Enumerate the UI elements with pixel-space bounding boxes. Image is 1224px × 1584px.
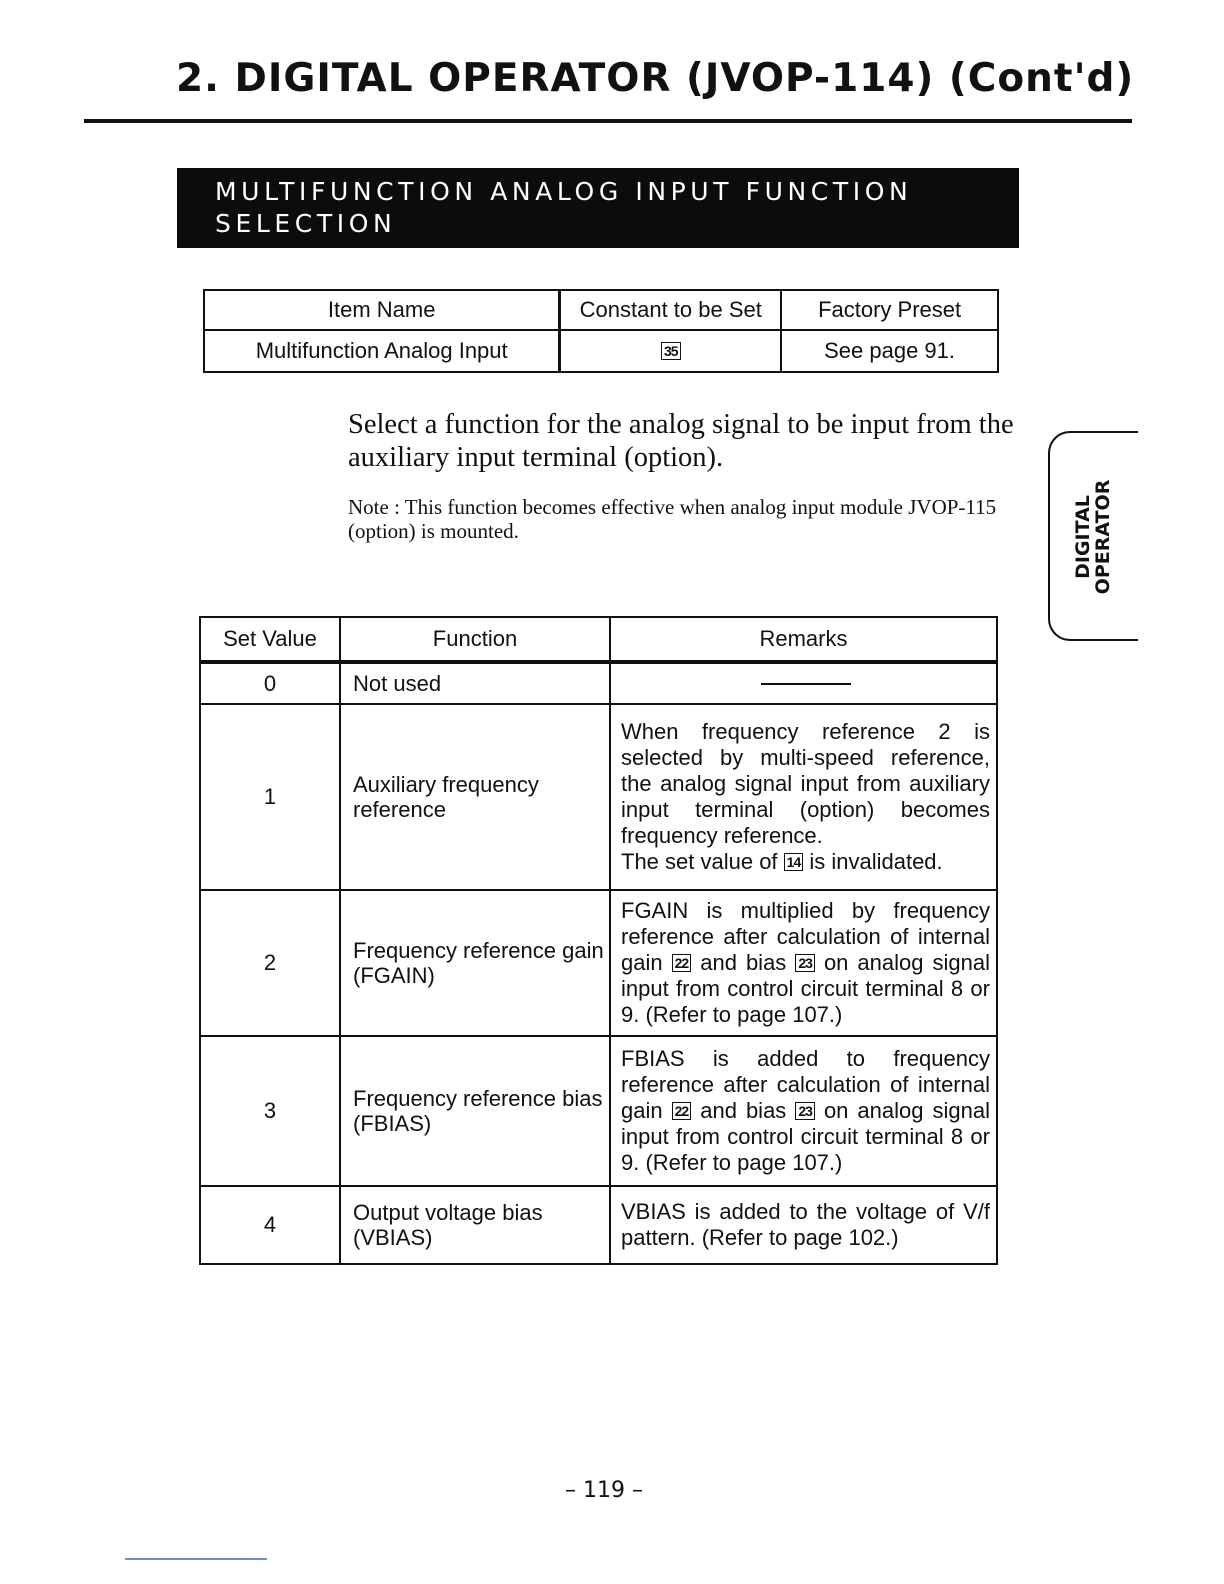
title-rule [84,119,1132,123]
constant-number-box: 22 [672,954,692,972]
remarks-cell [610,662,997,704]
remarks-cell [610,1036,997,1186]
remarks-cell [610,704,997,890]
constant-number-box: 35 [661,342,681,360]
function-table [199,616,998,1265]
constant-header: Constant to be Set [560,290,781,330]
remarks-text: FGAIN is multiplied by frequency reference after calculation of internal gain [621,898,990,975]
remarks-text: is invalidated. [803,849,943,874]
set-value-cell: 2 [200,890,340,1036]
factory-preset-header: Factory Preset [781,290,998,330]
function-cell: Frequency reference gain (FGAIN) [340,890,610,1036]
remarks-text: When frequency reference 2 is selected by multi-speed reference, the analog signal input from auxiliary input terminal (option) becomes frequency reference. [621,719,990,848]
set-value-cell: 4 [200,1186,340,1264]
constant-number-box: 14 [784,853,804,871]
item-table [203,289,999,373]
item-table-row [204,330,998,372]
remarks-text: The set value of [621,849,784,874]
remarks-text: on analog signal input from control circuit terminal 8 or 9. (Refer to page 107.) [621,950,991,1027]
table-row [200,890,997,1036]
table-row [200,662,997,704]
function-cell: Frequency reference bias (FBIAS) [340,1036,610,1186]
function-cell: Output voltage bias (VBIAS) [340,1186,610,1264]
constant-number-box: 23 [795,1102,815,1120]
item-name-header: Item Name [204,290,560,330]
table-row [200,1186,997,1264]
constant-number-box: 22 [672,1102,692,1120]
footer-mark [125,1558,267,1560]
item-table-header-row [204,290,998,330]
side-tab-line-2: OPERATOR [1092,479,1114,595]
banner-line-2: SELECTION [215,209,397,238]
banner-line-1: MULTIFUNCTION ANALOG INPUT FUNCTION [215,177,913,206]
constant-number-box: 23 [795,954,815,972]
remarks-text: on analog signal input from control circuit terminal 8 or 9. (Refer to page 107.) [621,1098,991,1175]
set-value-cell: 0 [200,662,340,704]
factory-preset-cell: See page 91. [781,330,998,372]
remarks-header: Remarks [610,617,997,662]
page-title: 2. DIGITAL OPERATOR (JVOP-114) (Cont'd) [176,56,1135,101]
page-number: – 119 – [565,1478,643,1503]
constant-cell [560,330,781,372]
remarks-text: FBIAS is added to frequency reference after calculation of internal gain [621,1046,990,1123]
remarks-text: and bias [691,950,796,975]
table-row [200,1036,997,1186]
function-table-header-row [200,617,997,662]
item-name-cell: Multifunction Analog Input [204,330,560,372]
set-value-header: Set Value [200,617,340,662]
function-cell: Not used [340,662,610,704]
side-tab-line-1: DIGITAL [1072,495,1094,579]
function-cell: Auxiliary frequency reference [340,704,610,890]
set-value-cell: 1 [200,704,340,890]
function-header: Function [340,617,610,662]
note-text: Note : This function becomes effective when analog input module JVOP-115 (option) is mounted. [348,495,997,543]
remarks-cell [610,890,997,1036]
set-value-cell: 3 [200,1036,340,1186]
table-row [200,704,997,890]
remarks-cell: VBIAS is added to the voltage of V/f pattern. (Refer to page 102.) [610,1186,997,1264]
dash-mark [761,683,851,685]
remarks-text: and bias [691,1098,796,1123]
side-tab-label [1073,480,1113,595]
intro-text: Select a function for the analog signal to be input from the auxiliary input terminal (option). [348,409,1014,473]
section-banner [177,168,1019,248]
